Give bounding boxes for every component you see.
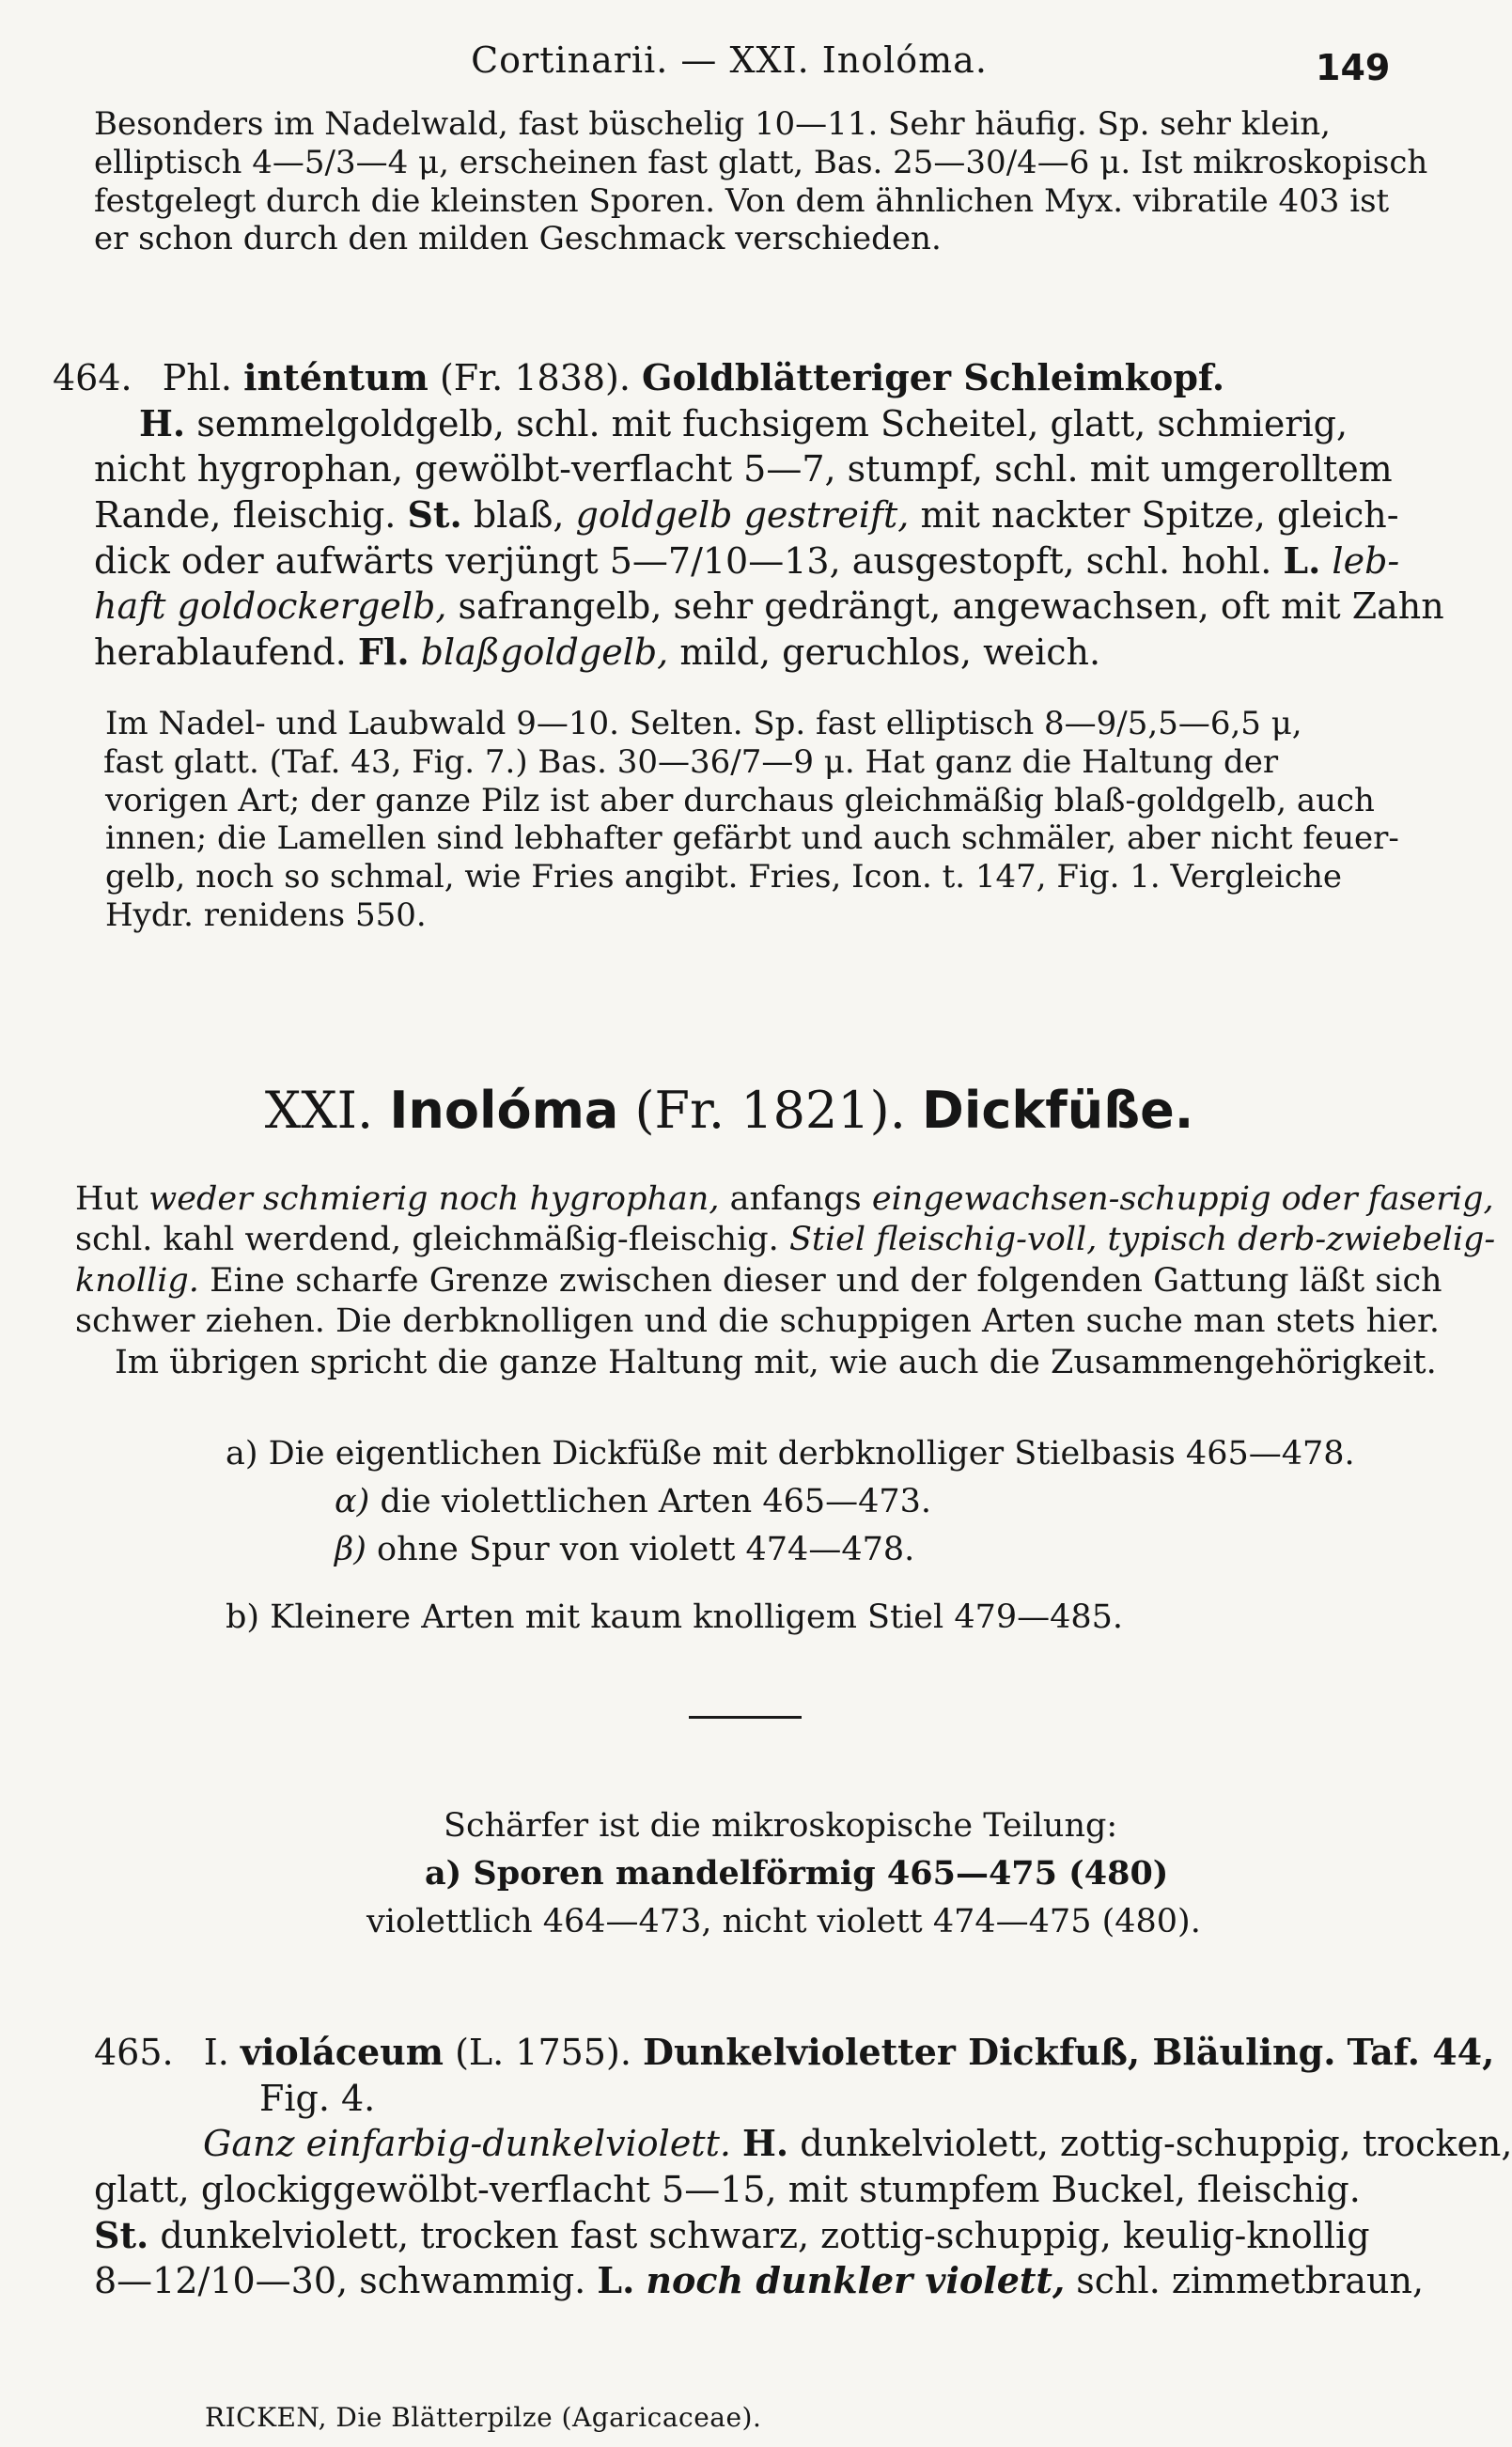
label-hut: H. [742, 2122, 789, 2165]
text-segment: dunkelviolett, zottig-schuppig, trocken, [800, 2123, 1512, 2165]
text-line: schwer ziehen. Die derbknolligen und die schuppigen Arten suche man stets hier. [75, 1302, 1441, 1341]
genus-description [75, 1179, 1496, 1383]
text-segment: mild, geruchlos, weich. [679, 631, 1101, 673]
text-segment: Hut [75, 1180, 139, 1218]
italic-segment: goldgelb gestreift, [575, 493, 910, 536]
text-line: gelb, noch so schmal, wie Fries angibt. Fries, Icon. t. 147, Fig. 1. Vergleiche [105, 858, 1342, 896]
author-citation: (L. 1755). [455, 2032, 631, 2073]
text-line [53, 630, 1396, 676]
italic-segment: knollig. [75, 1261, 199, 1300]
section-common-name: Dickfüße. [922, 1081, 1194, 1140]
plate-reference: Taf. 44, [1347, 2031, 1495, 2073]
figure-reference: Fig. 4. [259, 2077, 376, 2119]
page-footer: RICKEN, Die Blätterpilze (Agaricaceae). [205, 2402, 762, 2433]
common-name: Goldblätteriger Schleimkopf. [642, 356, 1225, 398]
italic-segment: weder schmierig noch hygrophan, [148, 1180, 720, 1218]
text-line: er schon durch den milden Geschmack verschieden. [94, 220, 942, 258]
text-line: innen; die Lamellen sind lebhafter gefärbt und auch schmäler, aber nicht feuer- [105, 819, 1399, 858]
text-line [53, 538, 1400, 584]
key-item-a: a) Die eigentlichen Dickfüße mit derbknolliger Stielbasis 465—478. [226, 1435, 1355, 1473]
text-line: nicht hygrophan, gewölbt-verflacht 5—7, stumpf, schl. mit umgerolltem [94, 448, 1393, 491]
text-segment: ohne Spur von violett 474—478. [377, 1530, 915, 1568]
entry-464-notes [103, 705, 1399, 935]
running-header: Cortinarii. — XXI. Inolóma. [471, 39, 988, 81]
key-label: β) [335, 1530, 366, 1568]
text-line: glatt, glockiggewölbt-verflacht 5—15, mit stumpfem Buckel, fleischig. [94, 2168, 1361, 2210]
text-segment: 8—12/10—30, schwammig. [94, 2260, 586, 2302]
text-line [94, 2258, 1438, 2304]
species-name: inténtum [243, 356, 429, 398]
italic-segment: Stiel fleischig-voll, typisch derb-zwiebelig- [788, 1221, 1496, 1259]
italic-segment: blaßgoldgelb, [420, 631, 669, 673]
identification-key [226, 1430, 1400, 1642]
text-segment: dunkelviolett, trocken fast schwarz, zottig-schuppig, keulig-knollig [160, 2214, 1370, 2256]
text-line: Schärfer ist die mikroskopische Teilung: [444, 1807, 1118, 1845]
text-line: Besonders im Nadelwald, fast büschelig 10—11. Sehr häufig. Sp. sehr klein, [94, 105, 1331, 143]
entry-heading [53, 355, 1396, 401]
text-segment: herablaufend. [94, 631, 347, 673]
label-lamellen: L. [597, 2259, 635, 2302]
text-line: a) Sporen mandelförmig 465—475 (480) [425, 1853, 1169, 1893]
text-line [53, 584, 1444, 630]
text-line: fast glatt. (Taf. 43, Fig. 7.) Bas. 30—36/7—9 μ. Hat ganz die Haltung der [103, 742, 1279, 781]
section-title [0, 1081, 1458, 1140]
key-item-alpha [226, 1478, 1400, 1526]
key-item-b: b) Kleinere Arten mit kaum knolligem Stiel 479—485. [226, 1598, 1124, 1637]
text-line [53, 401, 1396, 447]
label-fleisch: Fl. [357, 630, 410, 673]
text-segment: schl. kahl werdend, gleichmäßig-fleischig. [75, 1221, 779, 1259]
key-label: α) [335, 1482, 370, 1520]
text-line: festgelegt durch die kleinsten Sporen. Von dem ähnlichen Myx. vibratile 403 ist [94, 181, 1390, 220]
text-segment: blaß, [473, 493, 565, 536]
genus: I. [203, 2032, 229, 2073]
genus: Phl. [162, 357, 232, 398]
entry-465 [94, 2030, 1512, 2304]
page-number: 149 [1316, 47, 1391, 88]
entry-number: 464. [53, 357, 132, 398]
text-line: vorigen Art; der ganze Pilz ist aber durchaus gleichmäßig blaß-goldgelb, auch [105, 781, 1375, 819]
label-lamellen: L. [1283, 538, 1321, 582]
text-segment: semmelgoldgelb, schl. mit fuchsigem Scheitel, glatt, schmierig, [196, 402, 1348, 444]
section-author: (Fr. 1821). [634, 1081, 906, 1140]
italic-segment: noch dunkler violett, [646, 2259, 1066, 2302]
text-segment: Rande, fleischig. [94, 493, 397, 536]
text-line [94, 2121, 1512, 2167]
text-line [53, 492, 1399, 538]
entry-number: 465. [94, 2032, 174, 2073]
italic-segment: eingewachsen-schuppig oder faserig, [871, 1180, 1494, 1218]
section-divider [689, 1716, 802, 1719]
author-citation: (Fr. 1838). [439, 357, 631, 398]
italic-segment: leb- [1332, 539, 1400, 582]
text-line [75, 1220, 1496, 1260]
text-line: violettlich 464—473, nicht violett 474—475 (480). [366, 1902, 1201, 1940]
label-stiel: St. [407, 492, 462, 536]
species-name: violáceum [240, 2031, 444, 2073]
text-line: Hydr. renidens 550. [105, 896, 427, 934]
italic-segment: Ganz einfarbig-dunkelviolett. [203, 2123, 731, 2165]
text-segment: die violettlichen Arten 465—473. [380, 1482, 932, 1520]
continuation-paragraph [94, 105, 1428, 258]
entry-heading [94, 2030, 1495, 2076]
text-line: Im übrigen spricht die ganze Haltung mit, wie auch die Zusammengehörigkeit. [115, 1343, 1437, 1381]
text-line: Im Nadel- und Laubwald 9—10. Selten. Sp. fast elliptisch 8—9/5,5—6,5 μ, [105, 705, 1302, 742]
text-segment: schl. zimmetbraun, [1076, 2260, 1425, 2302]
text-segment: anfangs [729, 1180, 862, 1218]
text-line [75, 1179, 1494, 1220]
italic-segment: haft goldockergelb, [94, 585, 447, 628]
common-name: Dunkelvioletter Dickfuß, Bläuling. [643, 2031, 1336, 2073]
label-stiel: St. [94, 2213, 149, 2256]
entry-464 [53, 355, 1444, 675]
label-hut: H. [139, 401, 186, 444]
key-item-beta [226, 1526, 1400, 1574]
text-segment: Eine scharfe Grenze zwischen dieser und der folgenden Gattung läßt sich [210, 1261, 1442, 1300]
text-segment: dick oder aufwärts verjüngt 5—7/10—13, ausgestopft, schl. hohl. [94, 539, 1272, 582]
text-segment: safrangelb, sehr gedrängt, angewachsen, oft mit Zahn [458, 585, 1444, 628]
text-segment: mit nackter Spitze, gleich- [920, 493, 1399, 536]
text-line [75, 1261, 1442, 1301]
text-line [94, 2213, 1438, 2259]
section-numeral: XXI. [264, 1081, 374, 1140]
microscopic-key [366, 1802, 1306, 1945]
text-line: elliptisch 4—5/3—4 μ, erscheinen fast glatt, Bas. 25—30/4—6 μ. Ist mikroskopisch [94, 143, 1428, 181]
section-genus: Inolóma [389, 1081, 619, 1140]
